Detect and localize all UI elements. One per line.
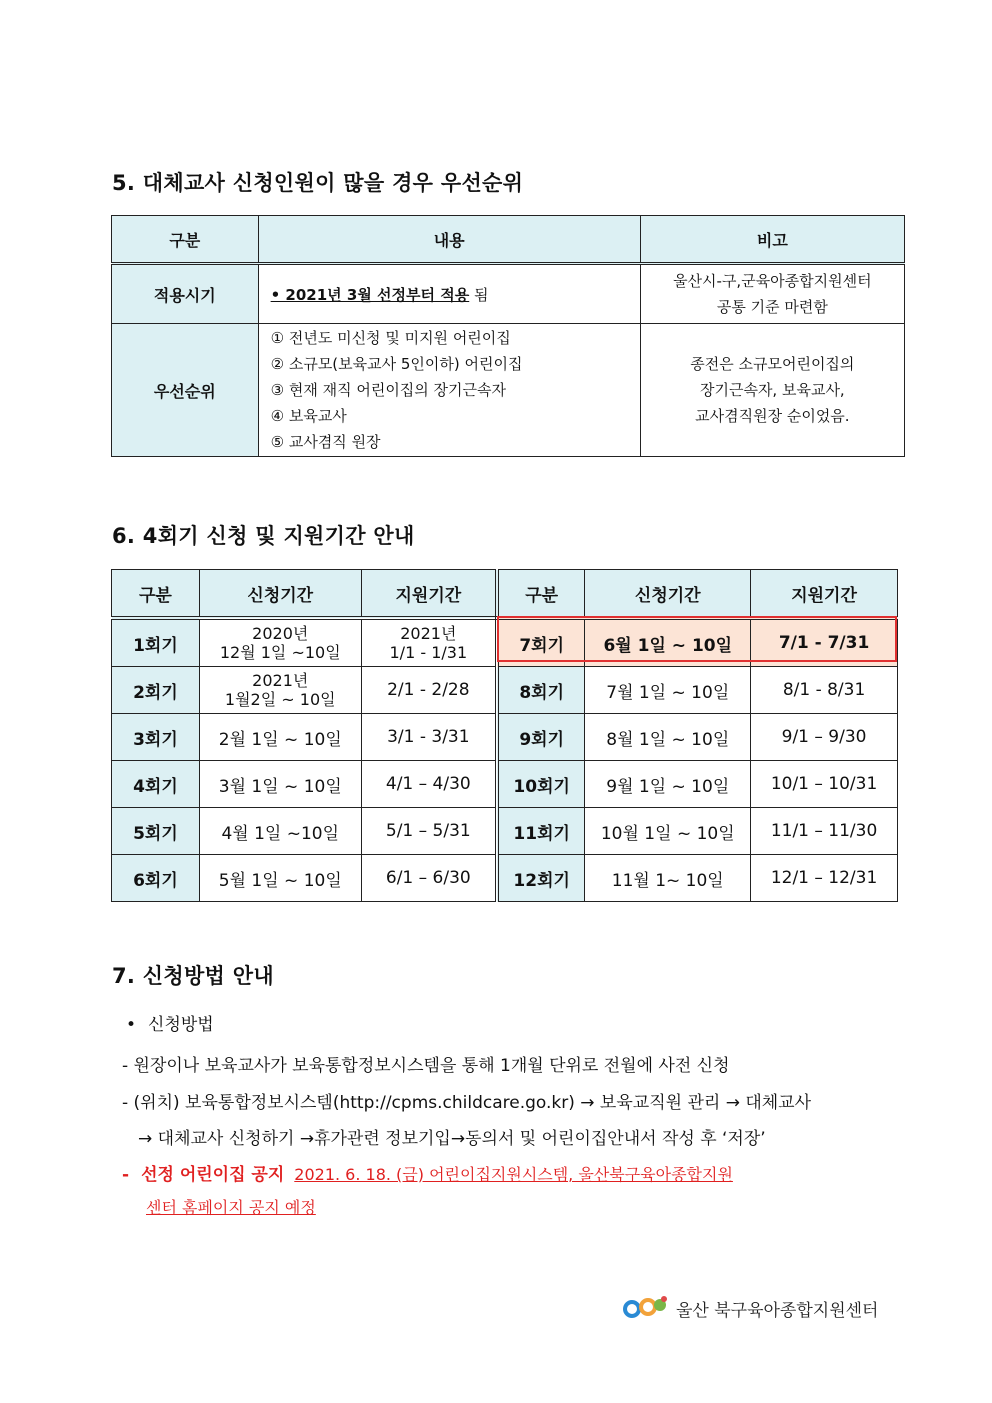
table-row — [112, 761, 898, 808]
footer-logo-text: 울산 북구육아종합지원센터 — [676, 1300, 879, 1321]
apply-period-cell: 2월 1일 ~ 10일 — [199, 714, 361, 761]
round-label: 3회기 — [112, 714, 200, 761]
priority-item: ④ 보육교사 — [270, 407, 347, 425]
apply-period-tail: 됨 — [469, 285, 489, 304]
support-period-cell: 11/1 – 11/30 — [751, 808, 898, 855]
section5-heading: 5. 대체교사 신청인원이 많을 경우 우선순위 — [112, 171, 524, 195]
round-label: 1회기 — [112, 618, 200, 667]
priority-note-line: 교사겸직원장 순이었음. — [695, 407, 850, 425]
priority-item: ① 전년도 미신청 및 미지원 어린이집 — [270, 329, 511, 347]
col-header-category: 구분 — [112, 216, 259, 264]
notice-text-2: 센터 홈페이지 공지 예정 — [146, 1198, 316, 1217]
bullet-dot-icon: • — [126, 1015, 137, 1035]
round-label: 11회기 — [497, 808, 585, 855]
notice-dash: - — [122, 1165, 130, 1185]
support-period-cell: 2021년 1/1 - 1/31 — [361, 618, 497, 667]
table-row — [112, 808, 898, 855]
round-label: 5회기 — [112, 808, 200, 855]
apply-period-bullet: • 2021년 3월 선정부터 적용 — [270, 285, 470, 304]
apply-period-cell: 10월 1일 ~ 10일 — [585, 808, 751, 855]
section6-heading: 6. 4회기 신청 및 지원기간 안내 — [112, 524, 415, 548]
apply-period-cell: 2021년 1월2일 ~ 10일 — [199, 667, 361, 714]
support-period-cell: 9/1 – 9/30 — [751, 714, 898, 761]
apply-period-cell-highlight: 6월 1일 ~ 10일 — [585, 618, 751, 667]
round-label: 2회기 — [112, 667, 200, 714]
method-line-3: → 대체교사 신청하기 →휴가관련 정보기입→동의서 및 어린이집안내서 작성 후 ‘저장’ — [138, 1129, 766, 1149]
schedule-table — [111, 569, 898, 902]
table-row — [112, 667, 898, 714]
support-period-cell: 8/1 - 8/31 — [751, 667, 898, 714]
method-line-2: - (위치) 보육통합정보시스템(http://cpms.childcare.go.kr) → 보육교직원 관리 → 대체교사 — [122, 1093, 812, 1113]
apply-period-cell: 4월 1일 ~10일 — [199, 808, 361, 855]
priority-item: ③ 현재 재직 어린이집의 장기근속자 — [270, 381, 507, 399]
row-label-priority: 우선순위 — [112, 324, 259, 457]
apply-period-note-line1: 울산시-구,군육아종합지원센터 — [673, 272, 872, 290]
col-header-apply-period: 신청기간 — [585, 570, 751, 619]
apply-period-cell: 3월 1일 ~ 10일 — [199, 761, 361, 808]
method-bullet-label: 신청방법 — [148, 1015, 214, 1035]
priority-note-line: 종전은 소규모어린이집의 — [690, 355, 855, 373]
support-period-cell: 2/1 - 2/28 — [361, 667, 497, 714]
col-header-apply-period: 신청기간 — [199, 570, 361, 619]
method-bullet-item — [126, 1010, 214, 1035]
support-period-cell: 3/1 - 3/31 — [361, 714, 497, 761]
apply-period-note — [640, 264, 904, 324]
round-label: 10회기 — [497, 761, 585, 808]
support-period-cell: 4/1 – 4/30 — [361, 761, 497, 808]
priority-note — [640, 324, 904, 457]
support-period-cell: 10/1 – 10/31 — [751, 761, 898, 808]
col-header-support-period: 지원기간 — [361, 570, 497, 619]
round-label: 12회기 — [497, 855, 585, 902]
apply-period-cell: 7월 1일 ~ 10일 — [585, 667, 751, 714]
apply-period-cell: 11월 1~ 10일 — [585, 855, 751, 902]
support-period-cell: 12/1 – 12/31 — [751, 855, 898, 902]
table-row — [112, 855, 898, 902]
apply-period-cell: 5월 1일 ~ 10일 — [199, 855, 361, 902]
table-row — [112, 618, 898, 667]
col-header-round: 구분 — [112, 570, 200, 619]
priority-table — [111, 215, 905, 457]
row-label-apply-period: 적용시기 — [112, 264, 259, 324]
footer-logo — [622, 1293, 878, 1323]
round-label: 8회기 — [497, 667, 585, 714]
apply-period-note-line2: 공통 기준 마련함 — [716, 298, 828, 316]
priority-item: ⑤ 교사겸직 원장 — [270, 433, 381, 451]
round-label: 9회기 — [497, 714, 585, 761]
apply-period-cell: 2020년 12월 1일 ~10일 — [199, 618, 361, 667]
section7-heading: 7. 신청방법 안내 — [112, 964, 274, 988]
apply-period-cell: 9월 1일 ~ 10일 — [585, 761, 751, 808]
col-header-support-period: 지원기간 — [751, 570, 898, 619]
round-label: 4회기 — [112, 761, 200, 808]
col-header-round: 구분 — [497, 570, 585, 619]
round-label: 6회기 — [112, 855, 200, 902]
support-period-cell: 5/1 – 5/31 — [361, 808, 497, 855]
col-header-content: 내용 — [258, 216, 640, 264]
priority-note-line: 장기근속자, 보육교사, — [699, 381, 845, 399]
notice-text-1: 2021. 6. 18. (금) 어린이집지원시스템, 울산북구육아종합지원 — [294, 1165, 733, 1184]
apply-period-cell: 8월 1일 ~ 10일 — [585, 714, 751, 761]
method-line-1: - 원장이나 보육교사가 보육통합정보시스템을 통해 1개월 단위로 전월에 사전 신청 — [122, 1056, 730, 1076]
round-label-highlight: 7회기 — [497, 618, 585, 667]
support-period-cell: 6/1 – 6/30 — [361, 855, 497, 902]
support-period-cell-highlight: 7/1 - 7/31 — [751, 618, 898, 667]
notice-label: 선정 어린이집 공지 — [141, 1165, 285, 1185]
apply-period-content — [258, 264, 640, 324]
col-header-note: 비고 — [640, 216, 904, 264]
priority-list — [258, 324, 640, 457]
center-logo-icon — [622, 1293, 670, 1323]
priority-item: ② 소규모(보육교사 5인이하) 어린이집 — [270, 355, 523, 373]
notice-line-1 — [122, 1160, 733, 1185]
table-row — [112, 714, 898, 761]
